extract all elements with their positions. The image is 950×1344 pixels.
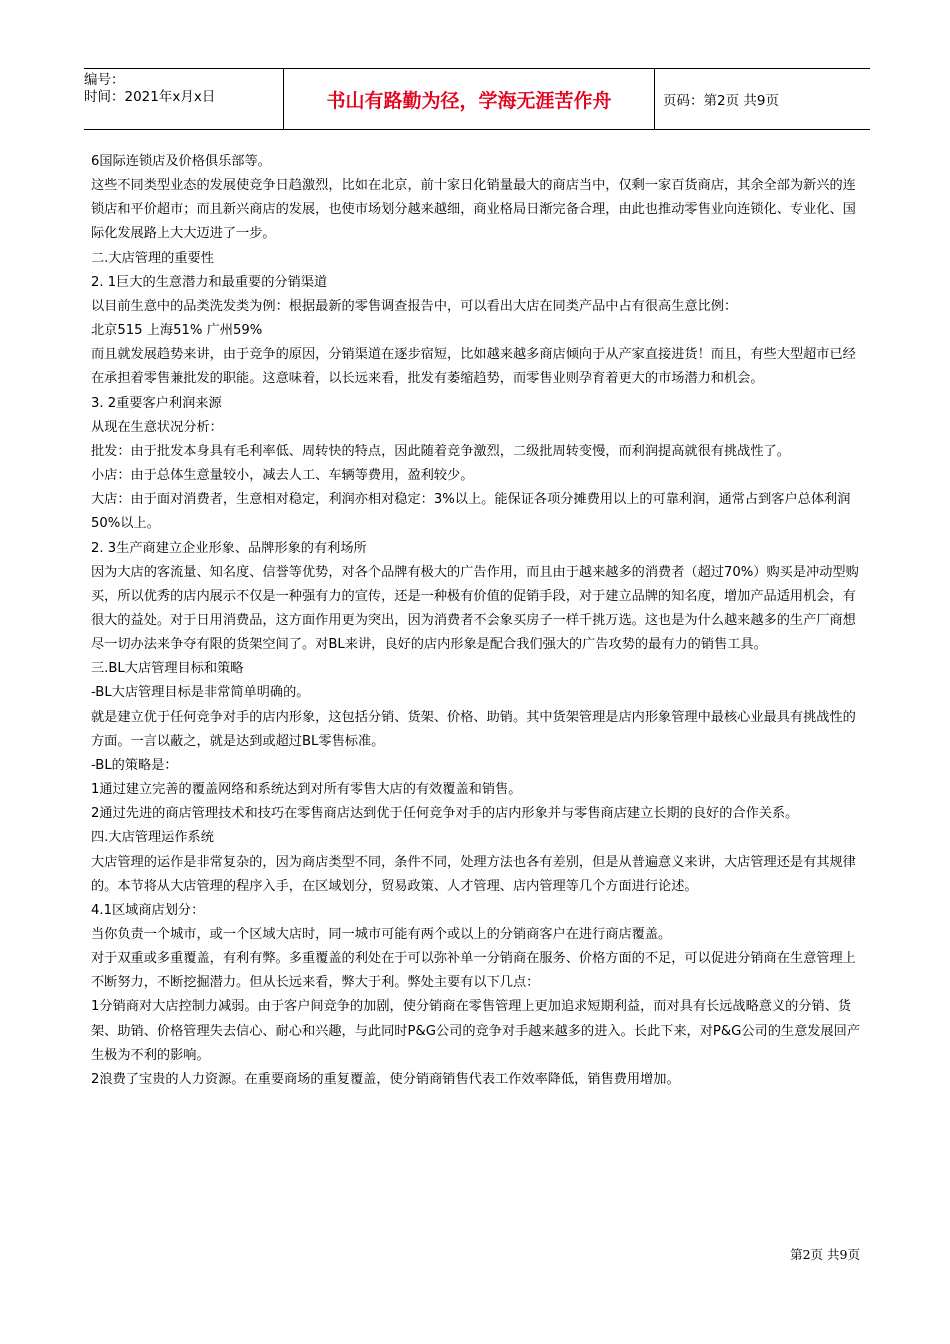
section-heading: 二.大店管理的重要性	[91, 250, 214, 266]
paragraph: 大店：由于面对消费者，生意相对稳定，利润亦相对稳定：3%以上。能保证各项分摊费用以上的可靠利润，通常占到客户总体利润50%以上。	[91, 492, 851, 532]
paragraph: 对于双重或多重覆盖，有利有弊。多重覆盖的利处在于可以弥补单一分销商在服务、价格方面的不足，可以促进分销商在生意管理上不断努力，不断挖掘潜力。但从长远来看，弊大于利。弊处主要有以下几点：	[91, 951, 856, 991]
paragraph: 从现在生意状况分析：	[91, 419, 223, 435]
paragraph: 大店管理的运作是非常复杂的，因为商店类型不同，条件不同，处理方法也各有差别，但是从普遍意义来讲，大店管理还是有其规律的。本节将从大店管理的程序入手，在区域划分，贸易政策、人才管理、店内管理等几个方面进行论述。	[91, 854, 856, 894]
motto: 书山有路勤为径，学海无涯苦作舟	[283, 69, 655, 129]
paragraph: -BL大店管理目标是非常简单明确的。	[91, 685, 310, 701]
section-heading: 四.大店管理运作系统	[91, 830, 214, 846]
date-label: 时间：2021年x月x日	[84, 89, 216, 105]
subsection-heading: 2. 3生产商建立企业形象、品牌形象的有利场所	[91, 540, 367, 556]
paragraph: 因为大店的客流量、知名度、信誉等优势，对各个品牌有极大的广告作用，而且由于越来越多的消费者（超过70%）购买是冲动型购买，所以优秀的店内展示不仅是一种强有力的宣传，还是一种极有价值的促销手段，对于建立品牌的知名度，增加产品适用机会，有很大的益处。对于日用消费品，这方面作用更为突出，因为消费者不会象买房子一样千挑万选。这也是为什么越来越多的生产厂商想尽一切办法来争夺有限的货架空间了。对BL来讲，良好的店内形象是配合我们强大的广告攻势的最有力的销售工具。	[91, 564, 859, 653]
paragraph: 小店：由于总体生意量较小，减去人工、车辆等费用，盈利较少。	[91, 468, 474, 484]
page-header	[84, 68, 870, 130]
page-footer: 第2页 共9页	[790, 1247, 860, 1262]
paragraph: -BL的策略是：	[91, 757, 178, 773]
paragraph: 批发：由于批发本身具有毛利率低、周转快的特点，因此随着竞争激烈，二级批周转变慢，而利润提高就很有挑战性了。	[91, 443, 790, 459]
paragraph: 6国际连锁店及价格俱乐部等。	[91, 154, 271, 169]
paragraph: 2通过先进的商店管理技术和技巧在零售商店达到优于任何竞争对手的店内形象并与零售商店建立长期的良好的合作关系。	[91, 806, 799, 822]
page-label: 页码：第2页 共9页	[663, 93, 779, 109]
paragraph: 以目前生意中的品类洗发类为例：根据最新的零售调查报告中，可以看出大店在同类产品中占有很高生意比例：	[91, 298, 738, 314]
document-body	[91, 150, 861, 1092]
subsection-heading: 4.1区域商店划分：	[91, 902, 205, 918]
paragraph: 北京515 上海51% 广州59%	[91, 323, 263, 339]
paragraph: 就是建立优于任何竞争对手的店内形象，这包括分销、货架、价格、助销。其中货架管理是店内形象管理中最核心业最具有挑战性的方面。一言以蔽之，就是达到或超过BL零售标准。	[91, 709, 856, 749]
subsection-heading: 3. 2重要客户利润来源	[91, 395, 222, 411]
paragraph: 2浪费了宝贵的人力资源。在重要商场的重复覆盖，使分销商销售代表工作效率降低，销售费用增加。	[91, 1071, 680, 1087]
header-left	[84, 69, 283, 129]
paragraph: 而且就发展趋势来讲，由于竞争的原因，分销渠道在逐步宿短，比如越来越多商店倾向于从产家直接进货！而且，有些大型超市已经在承担着零售兼批发的职能。这意味着，以长远来看，批发有萎缩趋势，而零售业则孕育着更大的市场潜力和机会。	[91, 347, 856, 387]
subsection-heading: 2. 1巨大的生意潜力和最重要的分销渠道	[91, 274, 328, 290]
section-heading: 三.BL大店管理目标和策略	[91, 661, 244, 677]
paragraph: 这些不同类型业态的发展使竞争日趋激烈，比如在北京，前十家日化销量最大的商店当中，仅剩一家百货商店，其余全部为新兴的连锁店和平价超市；而且新兴商店的发展，也使市场划分越来越细，商业格局日渐完备合理，由此也推动零售业向连锁化、专业化、国际化发展路上大大迈进了一步。	[91, 178, 856, 242]
paragraph: 1分销商对大店控制力减弱。由于客户间竞争的加剧，使分销商在零售管理上更加追求短期利益，而对具有长远战略意义的分销、货架、助销、价格管理失去信心、耐心和兴趣，与此同时P&G公司的竞争对手越来越多的进入。长此下来，对P&G公司的生意发展回产生极为不利的影响。	[91, 999, 861, 1063]
paragraph: 当你负责一个城市，或一个区域大店时，同一城市可能有两个或以上的分销商客户在进行商店覆盖。	[91, 927, 672, 942]
paragraph: 1通过建立完善的覆盖网络和系统达到对所有零售大店的有效覆盖和销售。	[91, 782, 522, 798]
number-label: 编号：	[84, 72, 125, 88]
